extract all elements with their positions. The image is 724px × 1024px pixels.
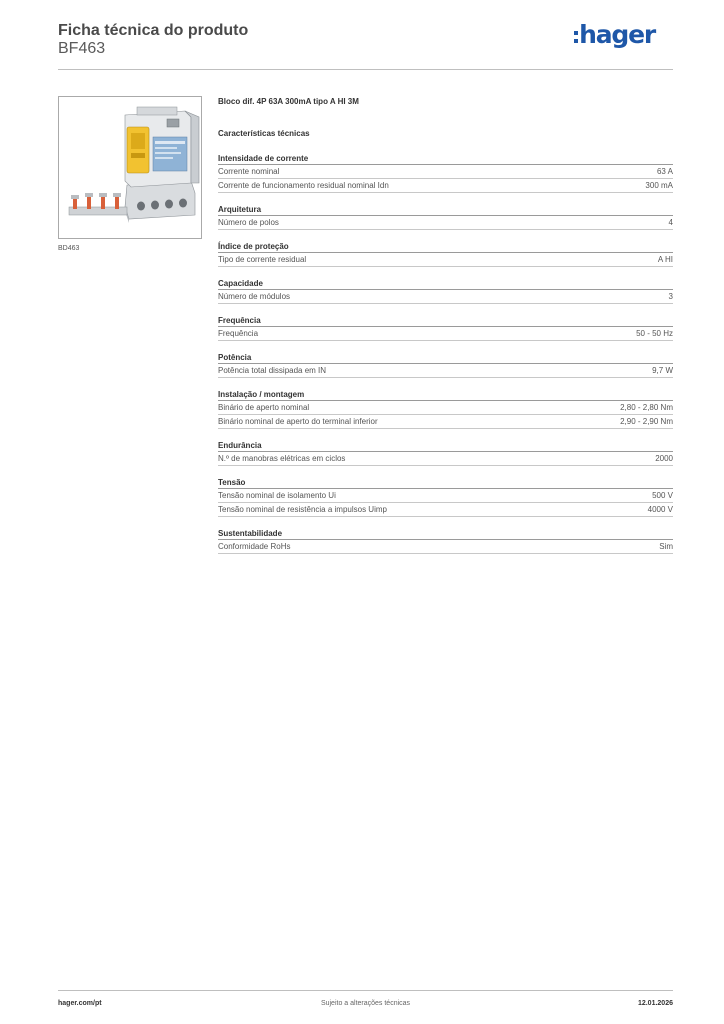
spec-label: Corrente nominal [218, 167, 280, 176]
spec-row [218, 452, 673, 466]
spec-label: Frequência [218, 329, 259, 338]
spec-group-installation [218, 389, 673, 429]
group-title: Sustentabilidade [218, 528, 673, 540]
group-title: Tensão [218, 477, 673, 489]
spec-value: 4000 V [647, 505, 673, 514]
product-code: BF463 [58, 40, 106, 57]
spec-value: 9,7 W [652, 366, 673, 375]
spec-value: Sim [659, 542, 673, 551]
spec-group-current [218, 153, 673, 193]
product-image [58, 96, 202, 239]
spec-group-voltage [218, 477, 673, 517]
spec-label: Número de módulos [218, 292, 291, 301]
spec-label: Conformidade RoHs [218, 542, 291, 551]
spec-value: 50 - 50 Hz [636, 329, 673, 338]
logo-text: hager [579, 20, 655, 49]
spec-content [218, 96, 673, 565]
spec-row [218, 364, 673, 378]
group-title: Intensidade de corrente [218, 153, 673, 165]
spec-value: 4 [668, 218, 673, 227]
spec-value: A HI [657, 255, 673, 264]
spec-group-power [218, 352, 673, 378]
spec-value: 300 mA [645, 181, 673, 190]
spec-value: 500 V [652, 491, 673, 500]
spec-row [218, 415, 673, 429]
spec-group-protection [218, 241, 673, 267]
spec-row [218, 253, 673, 267]
spec-label: Tensão nominal de resistência a impulsos Uimp [218, 505, 387, 514]
spec-label: Corrente de funcionamento residual nominal Idn [218, 181, 389, 190]
footer-date: 12.01.2026 [637, 1000, 673, 1007]
group-title: Capacidade [218, 278, 673, 290]
spec-label: Número de polos [218, 218, 279, 227]
spec-value: 2,90 - 2,90 Nm [620, 417, 673, 426]
spec-value: 63 A [656, 167, 673, 176]
group-title: Endurância [218, 440, 673, 452]
footer-note: Sujeito a alterações técnicas [320, 1000, 411, 1007]
spec-value: 2,80 - 2,80 Nm [620, 403, 673, 412]
logo-dots-icon [574, 31, 578, 43]
group-title: Arquitetura [218, 204, 673, 216]
spec-group-sustainability [218, 528, 673, 554]
image-caption: BD463 [58, 245, 80, 252]
footer-website-link[interactable]: hager.com/pt [58, 1000, 102, 1007]
spec-row [218, 327, 673, 341]
spec-group-frequency [218, 315, 673, 341]
spec-label: Tipo de corrente residual [218, 255, 307, 264]
spec-label: Binário de aperto nominal [218, 403, 310, 412]
spec-value: 3 [668, 292, 673, 301]
group-title: Instalação / montagem [218, 389, 673, 401]
spec-group-endurance [218, 440, 673, 466]
spec-label: Tensão nominal de isolamento Ui [218, 491, 336, 500]
product-name: Bloco dif. 4P 63A 300mA tipo A HI 3M [218, 97, 359, 106]
group-title: Frequência [218, 315, 673, 327]
spec-group-architecture [218, 204, 673, 230]
spec-row [218, 216, 673, 230]
group-title: Índice de proteção [218, 241, 673, 253]
document-title: Ficha técnica do produto [58, 22, 249, 39]
page-footer [58, 990, 673, 1010]
product-illustration [59, 97, 202, 239]
spec-row [218, 179, 673, 193]
spec-row [218, 290, 673, 304]
spec-row [218, 489, 673, 503]
spec-label: Binário nominal de aperto do terminal inferior [218, 417, 378, 426]
spec-row [218, 503, 673, 517]
spec-row [218, 165, 673, 179]
spec-label: Potência total dissipada em IN [218, 366, 327, 375]
spec-label: N.º de manobras elétricas em ciclos [218, 454, 346, 463]
section-title: Características técnicas [218, 129, 310, 138]
spec-row [218, 401, 673, 415]
hager-logo [574, 22, 655, 48]
group-title: Potência [218, 352, 673, 364]
spec-group-capacity [218, 278, 673, 304]
page-header [58, 22, 673, 70]
spec-row [218, 540, 673, 554]
spec-value: 2000 [655, 454, 673, 463]
